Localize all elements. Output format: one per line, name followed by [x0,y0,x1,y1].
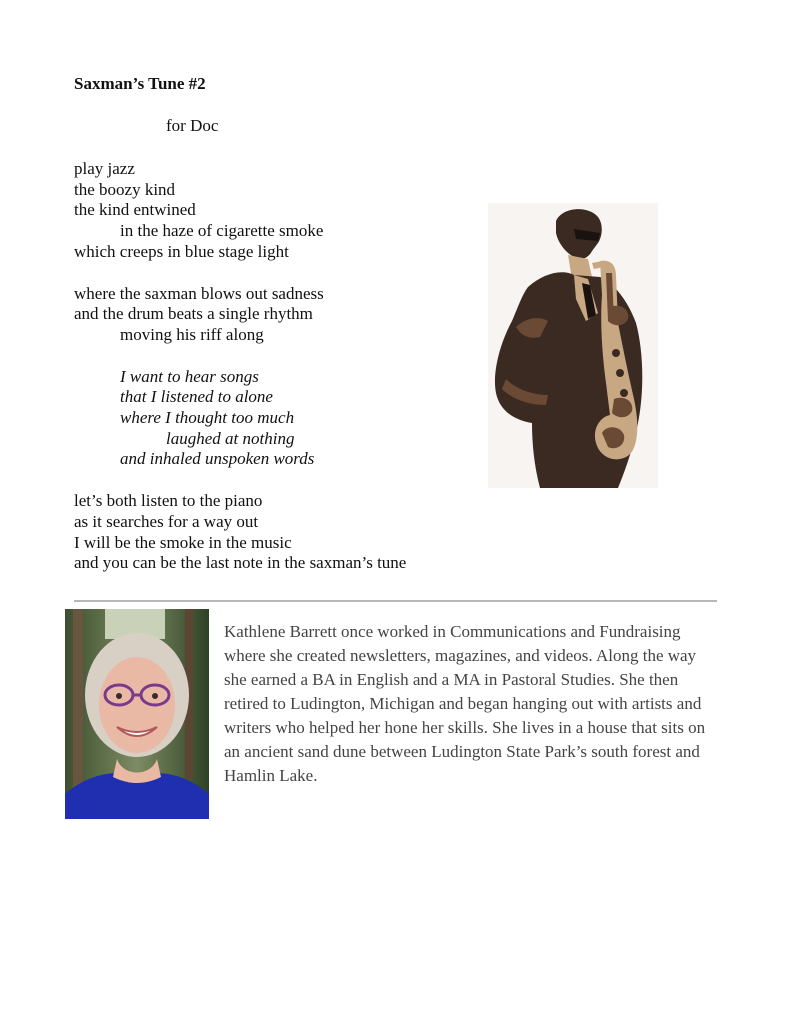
poem-line: the boozy kind [74,179,176,199]
poem-line: and you can be the last note in the saxman’s tune [74,553,407,573]
poem-stanza [74,367,474,471]
poem-body [74,159,474,574]
poem-title: Saxman’s Tune #2 [74,74,206,93]
poem-line: I will be the smoke in the music [74,532,292,552]
poem-line: laughed at nothing [166,428,295,448]
poem-stanza [74,491,474,574]
poem-line: let’s both listen to the piano [74,491,263,511]
poem-line: and the drum beats a single rhythm [74,304,313,324]
poem-line: play jazz [74,159,135,178]
poem-line: where the saxman blows out sadness [74,283,324,303]
poem-line: the kind entwined [74,200,196,220]
poem-line: which creeps in blue stage light [74,241,289,261]
saxophone-player-illustration [488,203,658,488]
section-divider [74,600,717,602]
poem-line: in the haze of cigarette smoke [120,221,324,241]
poem-line: I want to hear songs [120,366,259,386]
author-bio: Kathlene Barrett once worked in Communications and Fundraising where she created newsletters, magazines, and videos. Along the way she earned a BA in English and a MA in Pastoral Studies. She then retired to Ludington, Michigan and began hanging out with artists and writers who helped her hone her skills. She lives in a house that sits on an ancient sand dune between Ludington State Park’s south forest and Hamlin Lake. [224,622,706,785]
poem-line: that I listened to alone [120,387,273,407]
poem-stanza [74,159,474,263]
poem-dedication: for Doc [166,116,219,135]
poem-stanza [74,284,474,346]
poem-line: as it searches for a way out [74,511,259,531]
poem [74,72,474,574]
author-portrait-photo [65,609,209,819]
poem-line: moving his riff along [120,324,264,344]
poem-line: and inhaled unspoken words [120,449,315,469]
poem-line: where I thought too much [120,408,295,428]
